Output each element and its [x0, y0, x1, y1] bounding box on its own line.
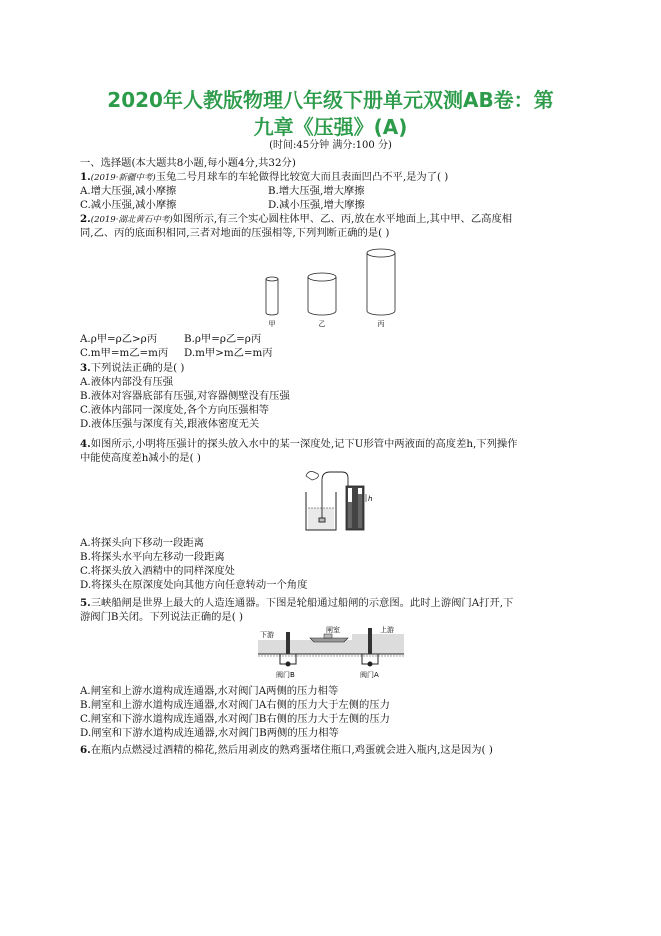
question-number: 5.	[80, 597, 91, 609]
document-title-line-1: 2020年人教版物理八年级下册单元双测AB卷：第	[107, 88, 554, 112]
option-row	[80, 332, 262, 346]
question-text-continued: 中能使高度差h减小的是( )	[80, 452, 201, 464]
question-3	[80, 361, 184, 375]
label-jia: 甲	[268, 320, 276, 328]
question-source: (2019·湖北黄石中考)	[90, 215, 173, 225]
water-beaker	[306, 492, 336, 530]
question-4	[80, 437, 517, 451]
question-number: 2.	[80, 213, 91, 225]
question-source: (2019·新疆中考)	[90, 173, 156, 183]
option-c: C.液体内部同一深度处,各个方向压强相等	[80, 404, 270, 416]
document-title-line-2: 九章《压强》(A)	[253, 115, 408, 139]
cylinder-bing	[367, 249, 395, 315]
cylinder-yi	[308, 273, 336, 315]
height-diff-label: h	[368, 495, 373, 503]
question-1	[80, 170, 448, 185]
exam-time-score: (时间:45分钟 满分:100 分)	[269, 140, 392, 151]
question-text: 在瓶内点燃浸过酒精的棉花,然后用剥皮的熟鸡蛋堵住瓶口,鸡蛋就会进入瓶内,这是因为( )	[90, 744, 493, 756]
option-row	[80, 184, 365, 198]
question-number: 6.	[80, 744, 91, 756]
question-number: 1.	[80, 171, 91, 183]
question-text-continued: 游阀门B关闭。下列说法正确的是( )	[80, 611, 244, 623]
option-c: C.减小压强,减小摩擦	[80, 199, 177, 211]
option-d: D.减小压强,增大摩擦	[268, 199, 365, 211]
question-text: 如图所示,小明将压强计的探头放入水中的某一深度处,记下U形管中两液面的高度差h,下列操作	[90, 438, 518, 450]
label-yi: 乙	[318, 320, 326, 328]
ship-lock-figure	[256, 624, 406, 680]
question-number: 4.	[80, 438, 91, 450]
option-a: A.增大压强,减小摩擦	[80, 185, 177, 197]
downstream-label: 下游	[260, 631, 274, 639]
option-c: C.闸室和下游水道构成连通器,水对阀门B右侧的压力大于左侧的压力	[80, 713, 390, 725]
pressure-gauge-figure	[294, 468, 374, 532]
option-d: D.闸室和下游水道构成连通器,水对阀门B两侧的压力相等	[80, 727, 339, 739]
question-2	[80, 212, 512, 227]
question-number: 3.	[80, 362, 91, 374]
u-tube-manometer	[346, 486, 366, 530]
question-text: 下列说法正确的是( )	[90, 362, 185, 374]
option-b: B.增大压强,增大摩擦	[268, 185, 365, 197]
left-gate	[286, 632, 290, 654]
option-b: B.ρ甲=ρ乙=ρ丙	[184, 333, 262, 345]
option-a: A.ρ甲=ρ乙>ρ丙	[80, 333, 158, 345]
question-text: 三峡船闸是世界上最大的人造连通器。下图是轮船通过船闸的示意图。此时上游阀门A打开,下	[90, 597, 514, 609]
hand-holding-probe	[306, 472, 318, 481]
option-row	[80, 346, 273, 360]
option-row	[80, 198, 365, 212]
option-a: A.液体内部没有压强	[80, 376, 174, 388]
cylinder-jia	[266, 277, 278, 315]
option-b: B.液体对容器底部有压强,对容器侧壁没有压强	[80, 390, 290, 402]
question-text: 玉兔二号月球车的车轮做得比较宽大而且表面凹凸不平,是为了( )	[155, 171, 449, 183]
option-c: C.m甲=m乙=m丙	[80, 347, 169, 359]
option-b: B.将探头水平向左移动一段距离	[80, 551, 225, 563]
right-gate	[368, 628, 372, 654]
label-bing: 丙	[377, 320, 385, 328]
question-6	[80, 743, 493, 757]
cylinders-figure	[255, 245, 405, 330]
ship	[310, 634, 348, 642]
lock-chamber-label: 闸室	[326, 626, 340, 634]
question-text: 如图所示,有三个实心圆柱体甲、乙、丙,放在水平地面上,其中甲、乙高度相	[172, 213, 513, 225]
question-text-continued: 同,乙、丙的底面积相同,三者对地面的压强相等,下列判断正确的是( )	[80, 227, 390, 239]
option-a: A.将探头向下移动一段距离	[80, 537, 204, 549]
option-d: D.m甲>m乙=m丙	[184, 347, 273, 359]
option-c: C.将探头放入酒精中的同样深度处	[80, 565, 235, 577]
valve-b-label: 阀门B	[276, 671, 295, 679]
option-a: A.闸室和上游水道构成连通器,水对阀门A两侧的压力相等	[80, 685, 339, 697]
question-5	[80, 596, 513, 610]
option-d: D.液体压强与深度有关,跟液体密度无关	[80, 418, 260, 430]
section-header: 一、选择题(本大题共8小题,每小题4分,共32分)	[80, 157, 296, 169]
option-b: B.闸室和上游水道构成连通器,水对阀门A右侧的压力大于左侧的压力	[80, 699, 390, 711]
valve-a-label: 阀门A	[360, 671, 379, 679]
option-d: D.将探头在原深度处向其他方向任意转动一个角度	[80, 579, 308, 591]
upstream-label: 上游	[380, 626, 394, 634]
